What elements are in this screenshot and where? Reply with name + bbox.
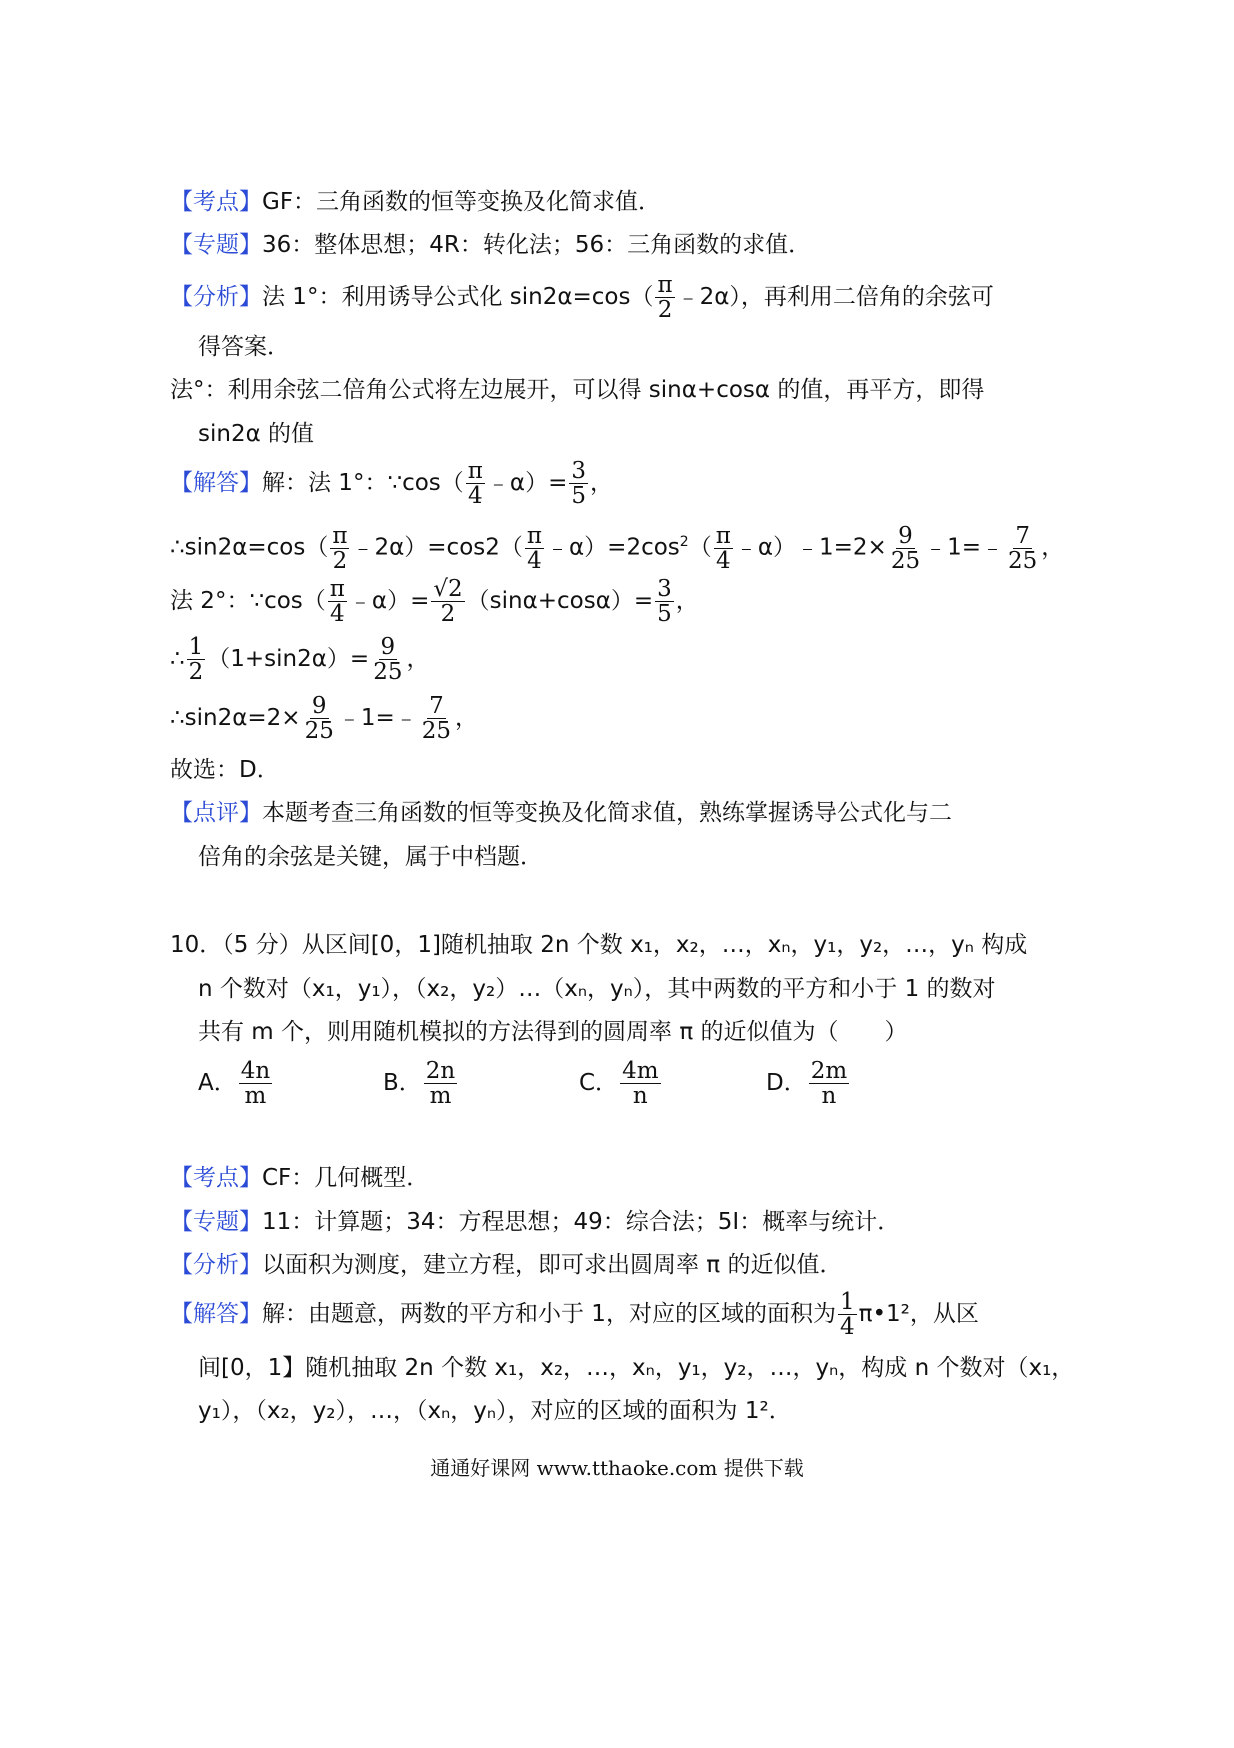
fraction-9-over-25: $\frac{9}{25}$	[890, 522, 921, 574]
jieda-line-2: 【解答】解：由题意，两数的平方和小于 1，对应的区域的面积为 $\frac{1}{4}$ π•1²，从区	[170, 1289, 979, 1340]
question-10-line-1: 10．（5 分）从区间[0，1]随机抽取 2n 个数 x₁，x₂，…，xₙ，y₁，y₂，…，yₙ 构成	[170, 932, 1028, 958]
fraction-sqrt2-over-2: $\frac{√2}{2}$	[433, 576, 463, 627]
option-b-fraction: $\frac{2n}{m}$	[425, 1058, 456, 1109]
jieda-line-4: y₁），（x₂，y₂），…，（xₙ，yₙ），对应的区域的面积为 1²．	[198, 1398, 792, 1424]
fraction-7-over-25: $\frac{7}{25}$	[421, 693, 452, 744]
fraction-pi-over-2: $\frac{\pi}{2}$	[657, 272, 673, 323]
fa2-line-1: 法°：利用余弦二倍角公式将左边展开，可以得 sinα+cosα 的值，再平方，即得	[170, 377, 985, 403]
solution-line-2: ∴sin2α=cos（ $\frac{\pi}{2}$ ﹣2α）=cos2（ $\frac{\pi}{4}$ $﹣\alpha)=2\cos^2$（ $\frac{\pi}{4}$ ﹣α）﹣1=2× $\frac{9}{25}$ ﹣1=﹣ $\frac{7}{25}$ ，	[170, 522, 1065, 574]
fraction-1-over-2: $\frac{1}{2}$	[188, 634, 204, 685]
solution-line-5: ∴sin2α=2× $\frac{9}{25}$ ﹣1=﹣ $\frac{7}{25}$ ，	[170, 693, 479, 744]
fraction-pi-over-4: $\frac{\pi}{4}$	[715, 522, 731, 574]
kaodian-line-2: 【考点】CF：几何概型．	[170, 1165, 430, 1191]
zhuanti-tag: 【专题】	[170, 232, 262, 258]
jieda-line-1: 【解答】解：法 1°：∵cos（ $\frac{\pi}{4}$ ﹣α）= $\frac{3}{5}$ ，	[170, 458, 613, 509]
fraction-pi-over-4: $\frac{\pi}{4}$	[467, 458, 483, 509]
fraction-9-over-25: $\frac{9}{25}$	[373, 634, 403, 685]
fenxi-tag: 【分析】	[170, 1252, 262, 1278]
fraction-1-over-4: $\frac{1}{4}$	[839, 1289, 855, 1340]
fenxi-text-b: ﹣2α），再利用二倍角的余弦可	[676, 284, 994, 310]
fenxi-line-1	[170, 273, 994, 322]
jieda-tag: 【解答】	[170, 1301, 262, 1327]
question-10-line-2: n 个数对（x₁，y₁），（x₂，y₂）…（xₙ，yₙ），其中两数的平方和小于 1 的数对	[198, 976, 996, 1002]
option-c-fraction: $\frac{4m}{n}$	[622, 1058, 659, 1109]
kaodian-text: GF：三角函数的恒等变换及化简求值．	[262, 189, 662, 215]
answer-line: 故选：D．	[170, 757, 280, 783]
dianping-line-2: 倍角的余弦是关键，属于中档题．	[198, 844, 543, 870]
zhuanti-line-1	[170, 230, 811, 260]
fenxi-line-2: 得答案．	[198, 334, 290, 360]
option-b[interactable]: B． $\frac{2n}{m}$	[383, 1058, 456, 1109]
solution-line-3: 法 2°：∵cos（ $\frac{\pi}{4}$ ﹣α）= $\frac{√2}{2}$ （sinα+cosα）= $\frac{3}{5}$ ，	[170, 576, 699, 627]
kaodian-tag: 【考点】	[170, 1165, 262, 1191]
fraction-7-over-25: $\frac{7}{25}$	[1008, 522, 1038, 574]
dianping-tag: 【点评】	[170, 800, 262, 826]
footer-text: 通通好课网 www.tthaoke.com 提供下载	[430, 1456, 804, 1480]
option-d[interactable]: D． $\frac{2m}{n}$	[766, 1058, 848, 1109]
jieda-tag: 【解答】	[170, 470, 262, 496]
fraction-3-over-5: $\frac{3}{5}$	[657, 576, 672, 627]
option-a-fraction: $\frac{4n}{m}$	[240, 1058, 271, 1109]
fraction-3-over-5: $\frac{3}{5}$	[571, 458, 586, 509]
jieda-line-3: 间[0，1】随机抽取 2n 个数 x₁，x₂，…，xₙ，y₁，y₂，…，yₙ，构成 n 个数对（x₁，	[198, 1355, 1075, 1381]
zhuanti-text: 36：整体思想；4R：转化法；56：三角函数的求值．	[262, 232, 812, 258]
option-d-fraction: $\frac{2m}{n}$	[810, 1058, 848, 1109]
zhuanti-line-2: 【专题】11：计算题；34：方程思想；49：综合法；5I：概率与统计．	[170, 1209, 901, 1235]
fraction-pi-over-4: $\frac{\pi}{4}$	[526, 522, 543, 574]
kaodian-tag: 【考点】	[170, 189, 262, 215]
fenxi-line-3: 【分析】以面积为测度，建立方程，即可求出圆周率 π 的近似值．	[170, 1252, 843, 1278]
option-a[interactable]: A． $\frac{4n}{m}$	[198, 1058, 271, 1109]
fenxi-text-a: 法 1°：利用诱导公式化 sin2α=cos（	[262, 284, 654, 310]
fenxi-tag: 【分析】	[170, 284, 262, 310]
fraction-9-over-25: $\frac{9}{25}$	[304, 693, 334, 744]
solution-line-4: ∴ $\frac{1}{2}$ （1+sin2α）= $\frac{9}{25}$ ，	[170, 634, 430, 685]
zhuanti-tag: 【专题】	[170, 1209, 262, 1235]
question-10-line-3: 共有 m 个，则用随机模拟的方法得到的圆周率 π 的近似值为（ ）	[198, 1019, 908, 1045]
kaodian-line-1	[170, 187, 661, 217]
fraction-pi-over-4: $\frac{\pi}{4}$	[329, 576, 345, 627]
dianping-line-1: 【点评】本题考查三角函数的恒等变换及化简求值，熟练掌握诱导公式化与二	[170, 800, 952, 826]
fa2-line-2: sin2α 的值	[198, 421, 315, 447]
option-c[interactable]: C． $\frac{4m}{n}$	[579, 1058, 659, 1109]
fraction-pi-over-2: $\frac{\pi}{2}$	[332, 522, 348, 574]
